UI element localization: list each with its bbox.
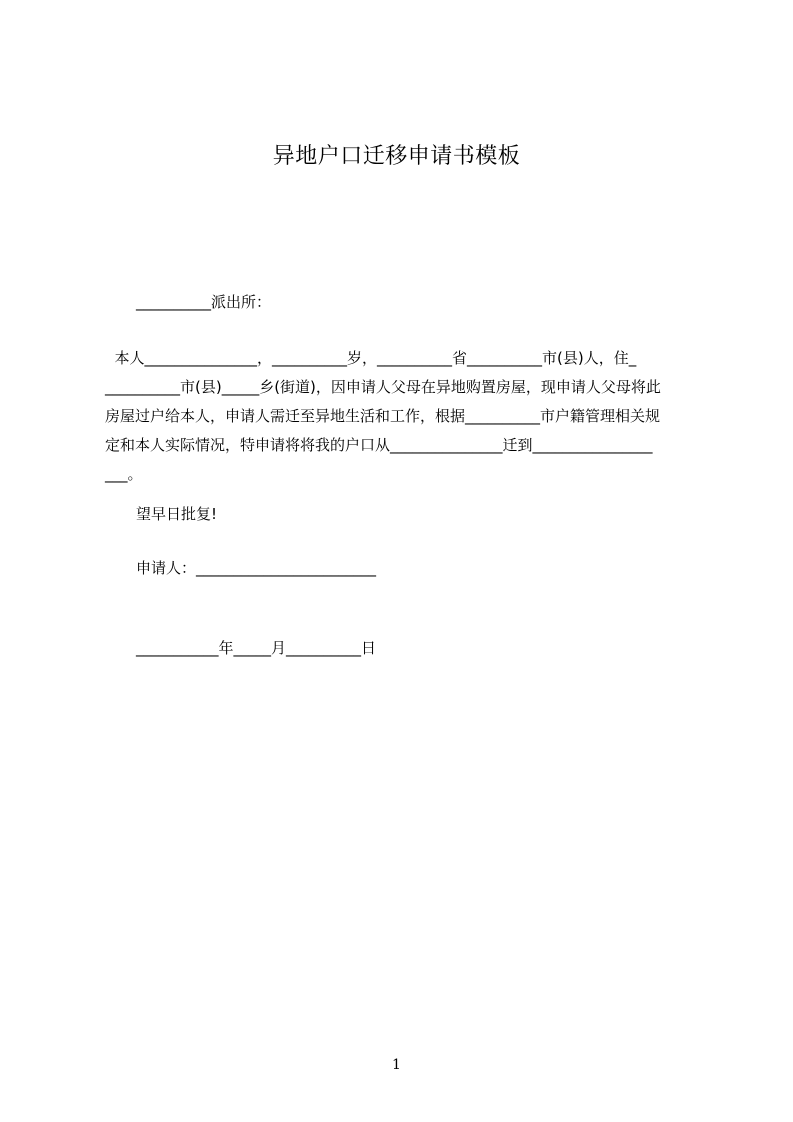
date-line: ___________年_____月__________日 (136, 639, 377, 657)
applicant-line: 申请人：________________________ (136, 559, 377, 577)
body-line-3: 房屋过户给本人，申请人需迁至异地生活和工作，根据__________市户籍管理相关规 (105, 407, 661, 425)
addressee-line: __________派出所： (136, 293, 272, 311)
body-paragraph (105, 344, 705, 489)
document-title: 异地户口迁移申请书模板 (272, 144, 521, 169)
body-line-1: 本人_______________，__________岁，__________省__________市(县)人，住_ (105, 349, 637, 367)
body-line-2: __________市(县)_____乡(街道)，因申请人父母在异地购置房屋，现申请人父母将此 (105, 378, 661, 396)
body-line-5: ___。 (105, 465, 143, 483)
body-line-4: 定和本人实际情况，特申请将将我的户口从_______________迁到________________ (105, 436, 653, 454)
page-number: 1 (392, 1057, 401, 1073)
closing-line: 望早日批复! (136, 505, 218, 523)
